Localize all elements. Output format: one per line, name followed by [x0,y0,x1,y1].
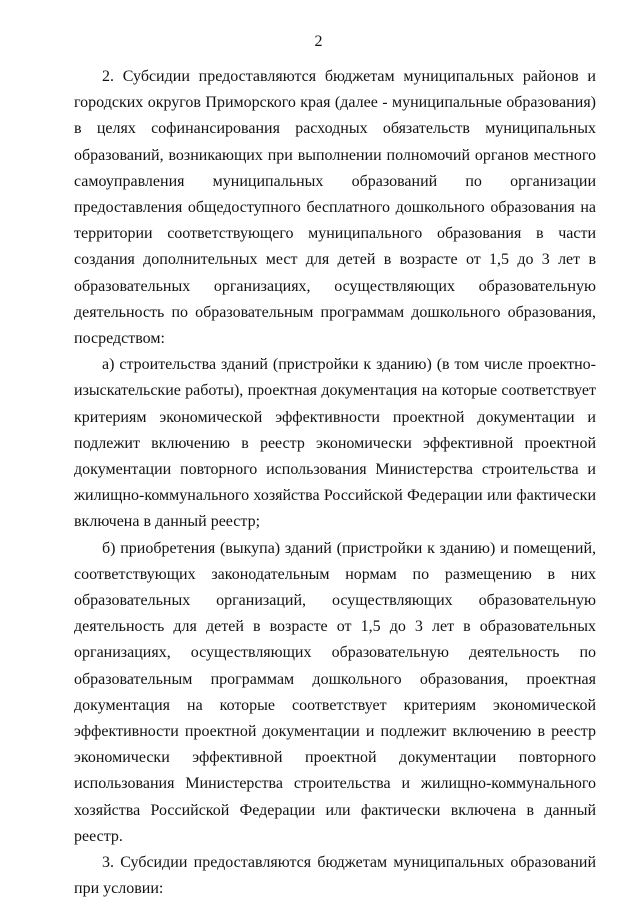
paragraph-item-b-acquisition: б) приобретения (выкупа) зданий (пристройки к зданию) и помещений, соответствующих законодательным нормам по размещению в них образовательных организаций, осуществляющих образовательную деятельность для детей в возрасте от 1,5 до 3 лет в образовательных организациях, осуществляющих образовательную деятельность по образовательным программам дошкольного образования, проектная документация на которые соответствует критериям экономической эффективности проектной документации и подлежит включению в реестр экономически эффективной проектной документации повторного использования Министерства строительства и жилищно-коммунального хозяйства Российской Федерации или фактически включена в данный реестр. [74,539,596,845]
paragraph-subsidy-purpose: 2. Субсидии предоставляются бюджетам муниципальных районов и городских округов Приморского края (далее - муниципальные образования) в целях софинансирования расходных обязательств муниципальных образований, возникающих при выполнении полномочий органов местного самоуправления муниципальных образований по организации предоставления общедоступного бесплатного дошкольного образования на территории соответствующего муниципального образования в части создания дополнительных мест для детей в возрасте от 1,5 до 3 лет в образовательных организациях, осуществляющих образовательную деятельность по образовательным программам дошкольного образования, посредством: [74,68,596,348]
document-body [74,64,596,903]
page-number: 2 [314,33,323,50]
paragraph-item-a-construction: а) строительства зданий (пристройки к зданию) (в том числе проектно-изыскательские работы), проектная документация на которые соответствует критериям экономической эффективности проектной документации и подлежит включению в реестр экономически эффективной проектной документации повторного использования Министерства строительства и жилищно-коммунального хозяйства Российской Федерации или фактически включена в данный реестр; [74,356,596,531]
paragraph-subsidy-conditions: 3. Субсидии предоставляются бюджетам муниципальных образований при условии: [74,854,596,898]
